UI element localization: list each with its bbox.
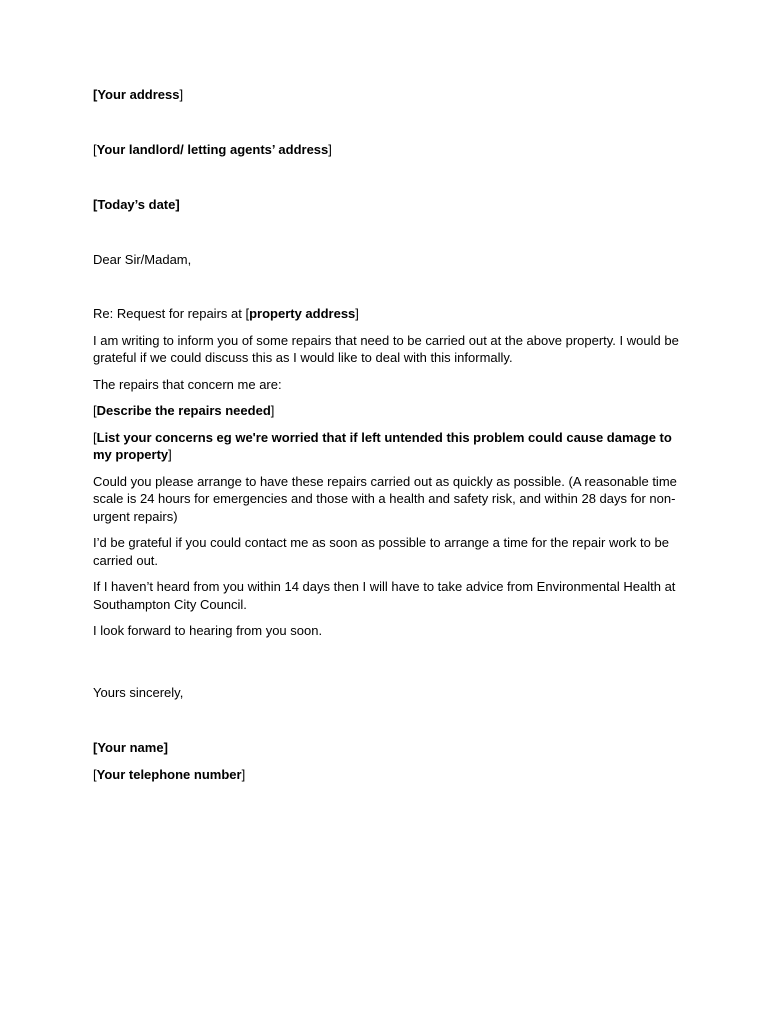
signature-name: [Your name] [93,740,168,755]
signature-phone: [Your telephone number] [93,767,246,782]
repairs-intro: The repairs that concern me are: [93,376,282,392]
arrange-paragraph: Could you please arrange to have these repairs carried out as quickly as possible. (A reasonable time scale is 24 hours for emergencies and those with a health and safety risk, and within 28 days for non-urgent repairs) [93,473,677,524]
landlord-address: [Your landlord/ letting agents’ address] [93,142,332,157]
forward-paragraph: I look forward to hearing from you soon. [93,623,323,638]
describe-repairs: [Describe the repairs needed] [93,403,275,418]
subject-line: Re: Request for repairs at [property address] [93,306,359,321]
salutation: Dear Sir/Madam, [93,252,192,267]
sender-address: [Your address] [93,87,184,102]
intro-paragraph: I am writing to inform you of some repairs that need to be carried out at the above property. I would be grateful if we could discuss this as I would like to deal with this informally. [93,332,679,365]
contact-paragraph: I’d be grateful if you could contact me as soon as possible to arrange a time for the repair work to be carried out. [93,535,669,568]
closing: Yours sincerely, [93,685,184,700]
list-concerns: [List your concerns eg we're worried that if left untended this problem could cause damage to my property] [93,429,672,462]
letter-date: [Today’s date] [93,197,180,212]
advice-paragraph: If I haven’t heard from you within 14 days then I will have to take advice from Environmental Health at Southampton City Council. [93,579,676,612]
letter-content [93,305,683,649]
